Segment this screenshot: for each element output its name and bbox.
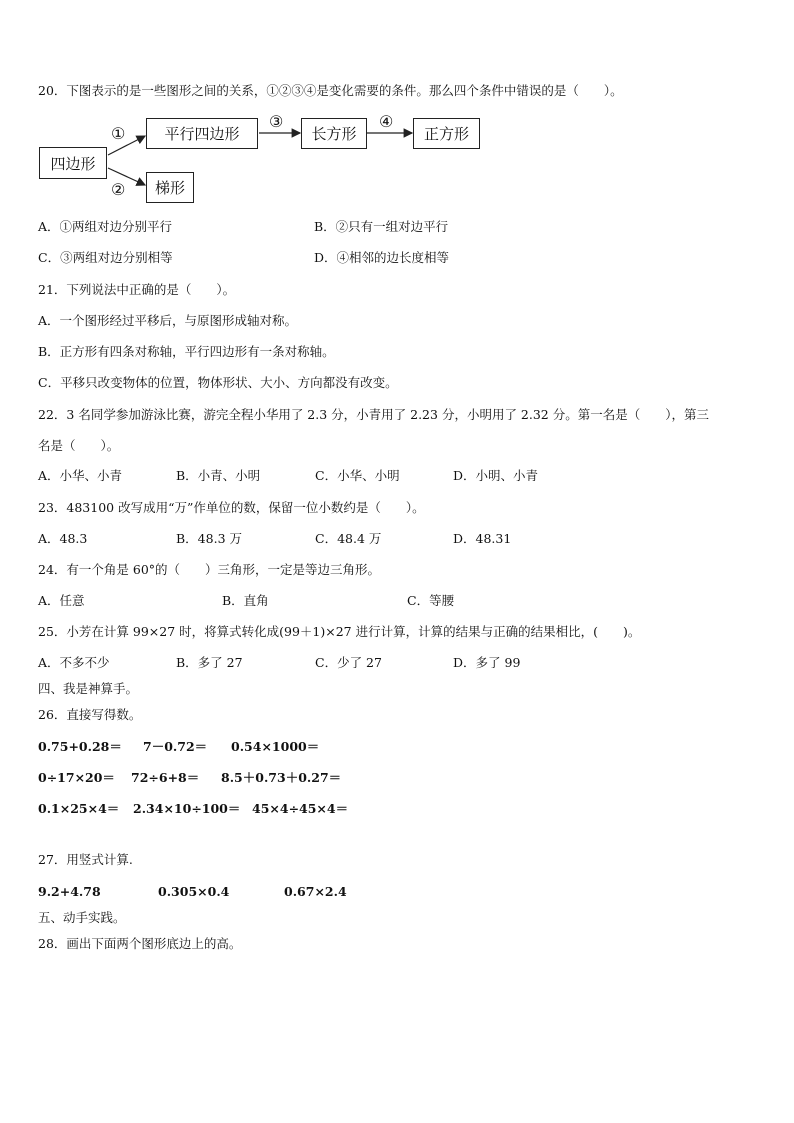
q23-stem: 23．483100 改写成用“万”作单位的数，保留一位小数约是（ ）。: [38, 500, 425, 515]
q20-option-b: B．②只有一组对边平行: [314, 219, 449, 234]
condition-2-label: ②: [111, 180, 126, 199]
q27-stem: 27．用竖式计算.: [38, 852, 133, 867]
q26-stem: 26．直接写得数。: [38, 707, 142, 722]
q23-option-d: D．48.31: [453, 531, 512, 546]
q23-option-c: C．48.4 万: [315, 531, 382, 546]
q26-r1-item3: 0.54×1000＝: [231, 739, 320, 754]
q26-r3-item1: 0.1×25×4＝: [38, 801, 120, 816]
q24-option-c: C．等腰: [407, 593, 455, 608]
q28-stem: 28．画出下面两个图形底边上的高。: [38, 936, 242, 951]
q27-item2: 0.305×0.4: [158, 884, 230, 899]
q20-option-c: C．③两组对边分别相等: [38, 250, 173, 265]
q23-option-b: B．48.3 万: [176, 531, 242, 546]
box-square: 正方形: [413, 118, 480, 149]
box-trapezoid: 梯形: [146, 172, 194, 203]
q25-option-a: A．不多不少: [38, 655, 110, 670]
q22-option-c: C．小华、小明: [315, 468, 400, 483]
q26-r2-item1: 0÷17×20＝: [38, 770, 115, 785]
section-4-heading: 四、我是神算手。: [38, 681, 139, 696]
q26-r2-item3: 8.5＋0.73＋0.27＝: [221, 770, 342, 785]
q26-r1-item1: 0.75+0.28＝: [38, 739, 122, 754]
q26-r1-item2: 7－0.72＝: [143, 739, 208, 754]
q21-option-a: A．一个图形经过平移后，与原图形成轴对称。: [38, 313, 298, 328]
q22-option-d: D．小明、小青: [453, 468, 539, 483]
condition-4-label: ④: [379, 112, 394, 131]
q26-r3-item2: 2.34×10÷100＝: [133, 801, 241, 816]
q24-stem: 24．有一个角是 60°的（ ）三角形，一定是等边三角形。: [38, 562, 381, 577]
q23-option-a: A．48.3: [38, 531, 88, 546]
condition-3-label: ③: [269, 112, 284, 131]
q25-option-d: D．多了 99: [453, 655, 521, 670]
box-rectangle: 长方形: [301, 118, 367, 149]
q25-option-b: B．多了 27: [176, 655, 243, 670]
q20-option-a: A．①两组对边分别平行: [38, 219, 173, 234]
q22-stem-line2: 名是（ ）。: [38, 438, 120, 453]
section-5-heading: 五、动手实践。: [38, 910, 126, 925]
q27-item1: 9.2+4.78: [38, 884, 101, 899]
q20-stem: 20．下图表示的是一些图形之间的关系，①②③④是变化需要的条件。那么四个条件中错误的是（ ）。: [38, 83, 623, 98]
q22-option-a: A．小华、小青: [38, 468, 123, 483]
q24-option-a: A．任意: [38, 593, 85, 608]
q26-r3-item3: 45×4÷45×4＝: [252, 801, 349, 816]
q21-stem: 21．下列说法中正确的是（ ）。: [38, 282, 236, 297]
q27-item3: 0.67×2.4: [284, 884, 347, 899]
q24-option-b: B．直角: [222, 593, 269, 608]
q21-option-c: C．平移只改变物体的位置，物体形状、大小、方向都没有改变。: [38, 375, 398, 390]
q20-option-d: D．④相邻的边长度相等: [314, 250, 450, 265]
q21-option-b: B．正方形有四条对称轴，平行四边形有一条对称轴。: [38, 344, 335, 359]
box-quadrilateral: 四边形: [39, 147, 107, 179]
q26-r2-item2: 72÷6+8＝: [131, 770, 200, 785]
box-parallelogram: 平行四边形: [146, 118, 258, 149]
q22-stem-line1: 22．3 名同学参加游泳比赛，游完全程小华用了 2.3 分，小青用了 2.23 分，小明用了 2.32 分。第一名是（ ），第三: [38, 407, 709, 422]
q22-option-b: B．小青、小明: [176, 468, 261, 483]
condition-1-label: ①: [111, 124, 126, 143]
q25-option-c: C．少了 27: [315, 655, 382, 670]
q25-stem: 25．小芳在计算 99×27 时，将算式转化成(99＋1)×27 进行计算，计算的结果与正确的结果相比，( )。: [38, 624, 641, 639]
